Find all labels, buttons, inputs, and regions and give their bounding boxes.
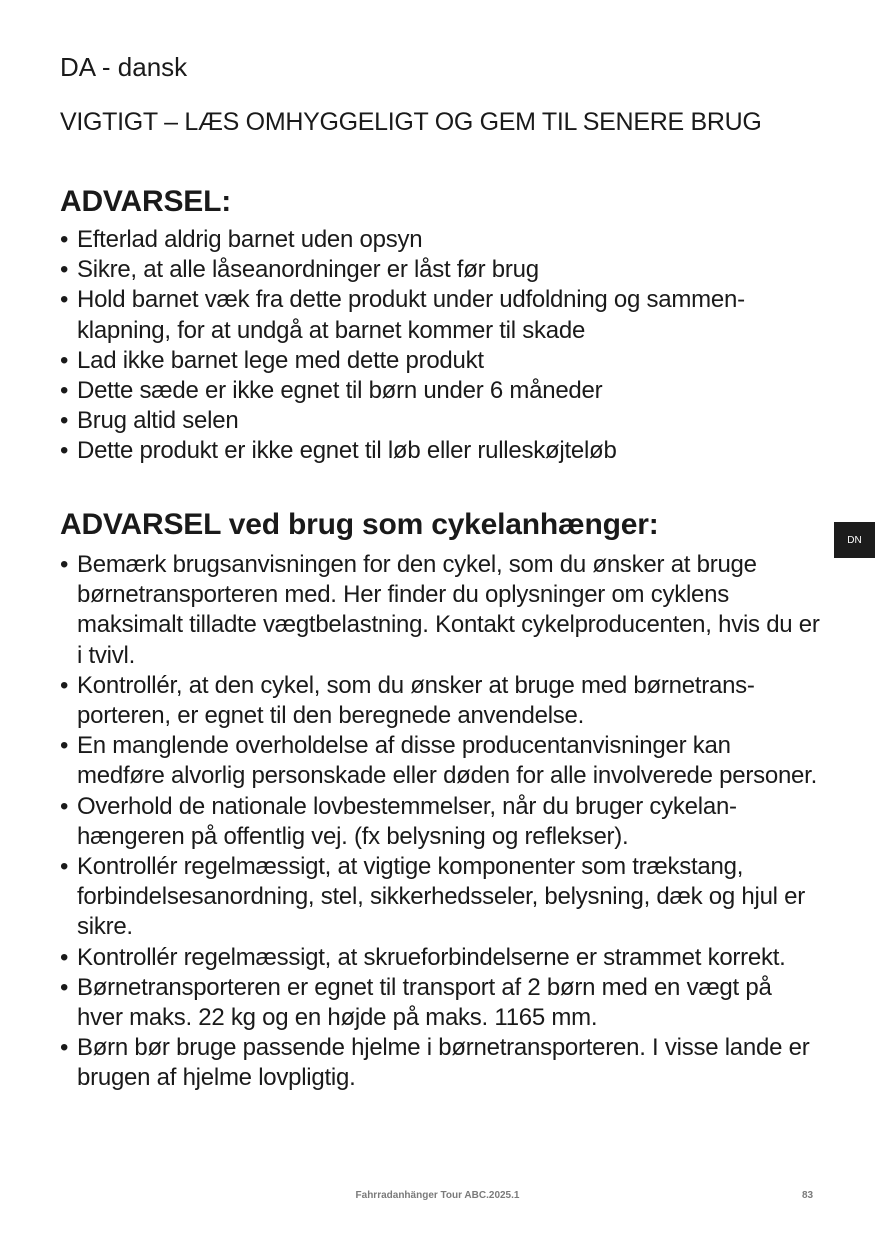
bicycle-warning-item: • Kontrollér, at den cykel, som du ønsker at bruge med børnetrans-porteren, er egnet til den beregnede anvendelse. bbox=[60, 671, 820, 731]
warning-item: • Lad ikke barnet lege med dette produkt bbox=[60, 346, 820, 376]
warning-item: • Dette sæde er ikke egnet til børn under 6 måneder bbox=[60, 376, 820, 406]
bicycle-warning-item: • Bemærk brugsanvisningen for den cykel, som du ønsker at bruge børnetransporteren med. Her finder du oplysninger om cyklens maksimalt tilladte vægtbelastning. Kontakt cykelproducenten, hvis du er i tvivl. bbox=[60, 550, 820, 671]
important-notice: VIGTIGT – LÆS OMHYGGELIGT OG GEM TIL SENERE BRUG bbox=[60, 108, 762, 136]
bicycle-warning-heading: ADVARSEL ved brug som cykelanhænger: bbox=[60, 508, 659, 541]
warning-heading: ADVARSEL: bbox=[60, 185, 231, 218]
footer-title: Fahrradanhänger Tour ABC.2025.1 bbox=[355, 1190, 520, 1201]
bicycle-warning-item: • En manglende overholdelse af disse producentanvisninger kan medføre alvorlig personskade eller døden for alle involverede personer. bbox=[60, 731, 820, 791]
warning-item: • Sikre, at alle låseanordninger er låst før brug bbox=[60, 255, 820, 285]
warning-item: • Dette produkt er ikke egnet til løb eller rulleskøjteløb bbox=[60, 436, 820, 466]
warning-item: • Brug altid selen bbox=[60, 406, 820, 436]
language-label: DA - dansk bbox=[60, 52, 188, 82]
bicycle-warning-list bbox=[60, 550, 820, 1094]
bicycle-warning-item: • Overhold de nationale lovbestemmelser, når du bruger cykelan-hængeren på offentlig vej. (fx belysning og reflekser). bbox=[60, 792, 820, 852]
bicycle-warning-item: • Børnetransporteren er egnet til transport af 2 børn med en vægt på hver maks. 22 kg og en højde på maks. 1165 mm. bbox=[60, 973, 820, 1033]
language-side-tab: DN bbox=[834, 522, 875, 558]
warning-item: • Efterlad aldrig barnet uden opsyn bbox=[60, 225, 820, 255]
page-number: 83 bbox=[802, 1190, 814, 1201]
warning-list bbox=[60, 225, 820, 467]
bicycle-warning-item: • Børn bør bruge passende hjelme i børnetransporteren. I visse lande er brugen af hjelme lovpligtig. bbox=[60, 1033, 820, 1093]
bicycle-warning-item: • Kontrollér regelmæssigt, at skrueforbindelserne er strammet korrekt. bbox=[60, 943, 820, 973]
warning-item: • Hold barnet væk fra dette produkt under udfoldning og sammen-klapning, for at undgå at barnet kommer til skade bbox=[60, 285, 820, 345]
bicycle-warning-item: • Kontrollér regelmæssigt, at vigtige komponenter som trækstang, forbindelsesanordning, stel, sikkerhedsseler, belysning, dæk og hjul er sikre. bbox=[60, 852, 820, 943]
